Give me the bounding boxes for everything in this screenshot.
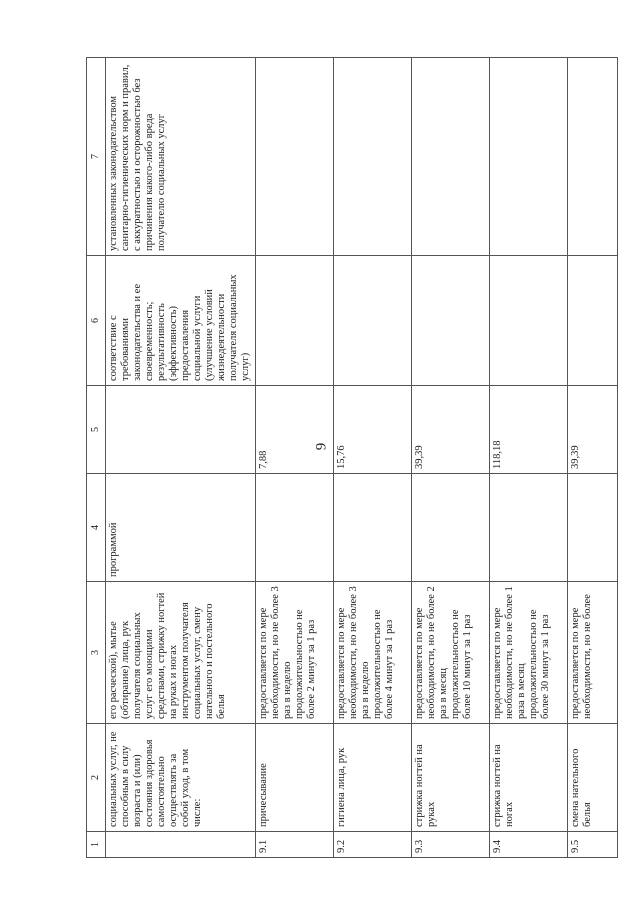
tariff-cell: 15,76 bbox=[334, 386, 412, 474]
table-row bbox=[568, 58, 618, 858]
header-cell: 2 bbox=[87, 724, 106, 832]
row-number: 9.5 bbox=[568, 832, 618, 858]
tariff-cell: 39,39 bbox=[412, 386, 490, 474]
row-number: 9.4 bbox=[490, 832, 568, 858]
table-row bbox=[334, 58, 412, 858]
table-row bbox=[490, 58, 568, 858]
program-cell bbox=[490, 474, 568, 582]
service-description: предоставляется по мере необходимости, но не более 3 раз в неделю продолжительностью не более 4 минут за 1 раз bbox=[334, 582, 412, 724]
header-cell: 3 bbox=[87, 582, 106, 724]
conditions-cell bbox=[412, 58, 490, 256]
service-name: причесывание bbox=[256, 724, 334, 832]
service-name: стрижка ногтей на руках bbox=[412, 724, 490, 832]
row-number: 9.2 bbox=[334, 832, 412, 858]
quality-cell bbox=[568, 256, 618, 386]
service-name: смена нательного белья bbox=[568, 724, 618, 832]
header-cell: 7 bbox=[87, 58, 106, 256]
program-cell: программой bbox=[106, 474, 256, 582]
service-description: предоставляется по мере необходимости, но не более bbox=[568, 582, 618, 724]
tariff-cell bbox=[106, 386, 256, 474]
header-cell: 4 bbox=[87, 474, 106, 582]
row-number: 9.1 bbox=[256, 832, 334, 858]
table-row bbox=[106, 58, 256, 858]
service-description: предоставляется по мере необходимости, но не более 3 раз в неделю продолжительностью не более 2 минут за 1 раз bbox=[256, 582, 334, 724]
program-cell bbox=[256, 474, 334, 582]
table-container bbox=[86, 58, 618, 858]
services-table bbox=[86, 57, 618, 858]
table-row bbox=[412, 58, 490, 858]
service-description: его расческой), мытье (обтирание) лица, рук получателя социальных услуг его моющими средствами, стрижку ногтей на руках и ногах инструментом получателя социальных услуг, смену нательного и постельного белья bbox=[106, 582, 256, 724]
tariff-cell: 118,18 bbox=[490, 386, 568, 474]
program-cell bbox=[412, 474, 490, 582]
conditions-cell: установленных законодательством санитарно-гигиенических норм и правил, с аккуратностью и осторожностью без причинения какого-либо вреда получателю социальных услуг bbox=[106, 58, 256, 256]
conditions-cell bbox=[490, 58, 568, 256]
header-row bbox=[87, 58, 106, 858]
service-name: стрижка ногтей на ногах bbox=[490, 724, 568, 832]
quality-cell bbox=[490, 256, 568, 386]
table-row bbox=[256, 58, 334, 858]
program-cell bbox=[568, 474, 618, 582]
conditions-cell bbox=[568, 58, 618, 256]
tariff-cell: 7,88 bbox=[256, 386, 334, 474]
row-number bbox=[106, 832, 256, 858]
service-description: предоставляется по мере необходимости, но не более 2 раз в месяц продолжительностью не более 10 минут за 1 раз bbox=[412, 582, 490, 724]
tariff-cell: 39,39 bbox=[568, 386, 618, 474]
service-description: предоставляется по мере необходимости, но не более 1 раза в месяц продолжительностью не более 30 минут за 1 раз bbox=[490, 582, 568, 724]
header-cell: 1 bbox=[87, 832, 106, 858]
quality-cell bbox=[256, 256, 334, 386]
quality-cell bbox=[334, 256, 412, 386]
header-cell: 6 bbox=[87, 256, 106, 386]
service-name: социальных услуг, не способным в силу возраста и (или) состояния здоровья самостоятельно осуществлять за собой уход, в том числе: bbox=[106, 724, 256, 832]
page-number: 9 bbox=[313, 442, 330, 451]
conditions-cell bbox=[334, 58, 412, 256]
quality-cell bbox=[412, 256, 490, 386]
row-number: 9.3 bbox=[412, 832, 490, 858]
header-cell: 5 bbox=[87, 386, 106, 474]
conditions-cell bbox=[256, 58, 334, 256]
program-cell bbox=[334, 474, 412, 582]
quality-cell: соответствие с требованиями законодательства и ее своевременность; результативность (эффективность) предоставления социальной услуги (улучшение условий жизнедеятельности получателя социальных услуг) bbox=[106, 256, 256, 386]
service-name: гигиена лица, рук bbox=[334, 724, 412, 832]
